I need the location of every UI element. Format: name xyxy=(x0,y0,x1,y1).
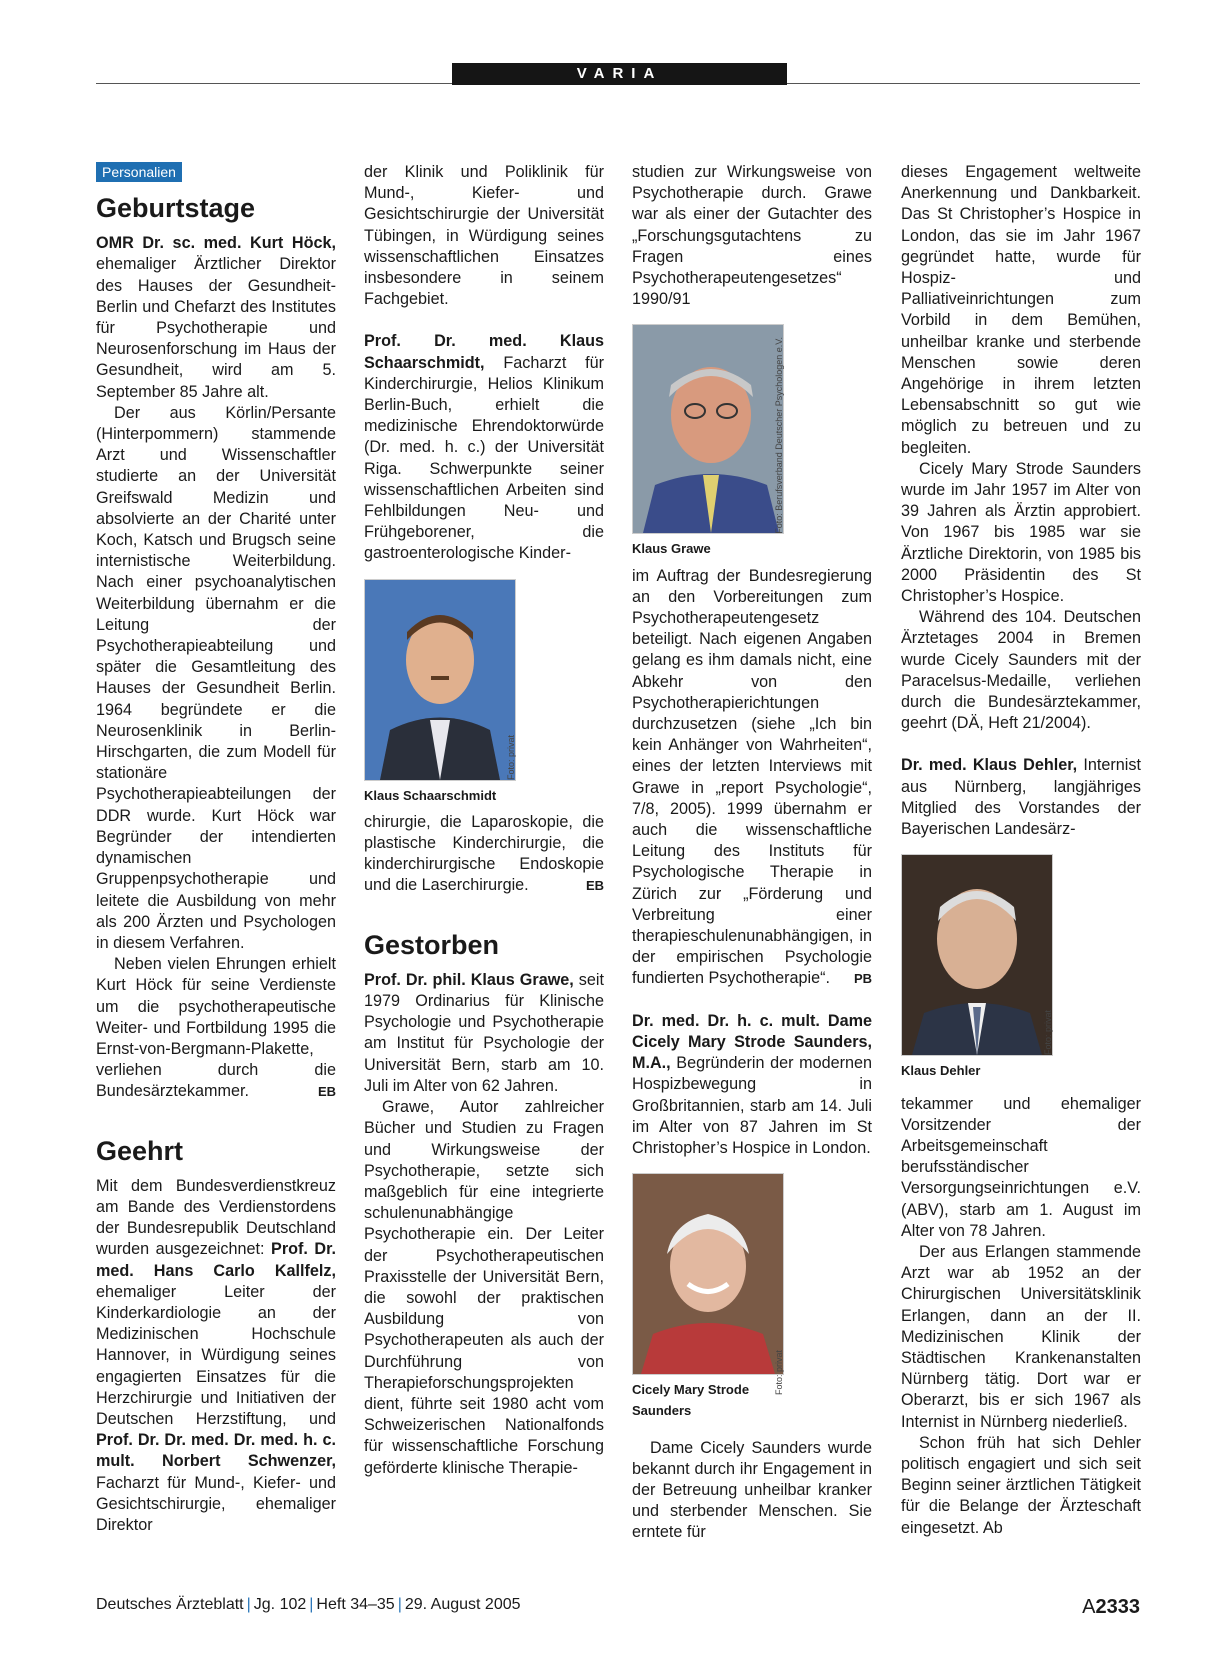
paragraph: tekammer und ehemaliger Vorsitzender der Arbeitsgemeinschaft berufsständischer Versorgungseinrichtungen e.V. (ABV), starb am 1. August im Alter von 78 Jahren. xyxy=(901,1094,1141,1240)
photo-credit: Foto: privat xyxy=(1042,1010,1053,1056)
text: Neben vielen Ehrungen erhielt Kurt Höck für seine Verdienste um die psychotherapeutische Weiter- und Fortbildung 1995 die Ernst-von-Bergmann-Plakette, verliehen durch die Bundesärztekammer. xyxy=(96,955,336,1101)
column-2 xyxy=(364,162,604,1479)
paragraph: Der aus Körlin/Persante (Hinterpommern) stammende Arzt und Wissenschaftler studierte an der Universität Greifswald Medizin und absolvierte an der Charité unter Koch, Katsch und Brugsch seine internistische Weiterbildung. Nach einer psychoanalytischen Weiterbildung übernahm er die Leitung der Psychotherapieabteilung und später die Gesamtleitung des Hauses der Gesundheit Berlin. 1964 begründete er die Neurosenklinik in Berlin-Hirschgarten, die zum Modell für stationäre Psychotherapieabteilungen der DDR wurde. Kurt Höck war Begründer der intendierten dynamischen Gruppenpsychotherapie und leitete die Ausbildung von mehr als 200 Ärzten und Psychologen in diesem Verfahren. xyxy=(96,403,336,952)
page-prefix: A xyxy=(1082,1596,1096,1618)
author-signature: PB xyxy=(853,971,872,987)
paragraph: studien zur Wirkungsweise von Psychotherapie durch. Grawe war als einer der Gutachter des „Forschungsgutachtens zu Fragen eines Psychotherapeutengesetzes“ 1990/91 xyxy=(632,163,872,309)
paragraph xyxy=(901,755,1141,840)
paragraph: Grawe, Autor zahlreicher Bücher und Studien zu Fragen und Wirkungsweise der Psychotherapie, setzte sich maßgeblich für eine integrierte schulenunabhängige Psychotherapie ein. Der Leiter der Psychotherapeutischen Praxisstelle der Universität Bern, die sowohl der praktischen Ausbildung von Psychotherapeuten als auch der Durchführung von Therapieforschungsprojekten dient, führte seit 1980 acht vom Schweizerischen Nationalfonds für wissenschaftliche Forschung geförderte klinische Therapie- xyxy=(364,1098,604,1477)
section-label: VARIA xyxy=(452,63,787,85)
photo-caption: Cicely Mary Strode Saunders xyxy=(632,1382,750,1419)
paragraph xyxy=(364,970,604,1097)
photo-caption: Klaus Grawe xyxy=(632,541,711,557)
issue-date: 29. August 2005 xyxy=(404,1596,521,1613)
heading-died: Gestorben xyxy=(364,929,500,960)
portrait-image xyxy=(632,1173,784,1375)
text: Internist aus Nürnberg, langjähriges Mitglied des Vorstandes der Bayerischen Landesärz- xyxy=(901,756,1141,839)
separator: | xyxy=(397,1596,402,1613)
text: chirurgie, die Laparoskopie, die plastische Kinderchirurgie, die kinderchirurgische Endoskopie und die Laserchirurgie. xyxy=(364,812,604,895)
paragraph: dieses Engagement weltweite Anerkennung und Dankbarkeit. Das St Christopher’s Hospice in London, das sie im Jahr 1967 gegründet hatte, wurde für Hospiz- und Palliativeinrichtungen zum Vorbild in dem Bemühen, unheilbar kranke und sterbende Menschen sowie deren Angehörige in ihrem letzten Lebensabschnitt so gut wie möglich zu betreuen und zu begleiten. xyxy=(901,163,1141,457)
portrait-image xyxy=(632,324,784,534)
paragraph: Cicely Mary Strode Saunders wurde im Jahr 1957 im Alter von 39 Jahren als Ärztin approbiert. Von 1967 bis 1985 war sie Ärztliche Direktorin, von 1985 bis 2000 Präsidentin des St Christopher’s Hospice. xyxy=(901,459,1141,606)
text: Begründerin der modernen Hospizbewegung in Großbritannien, starb am 14. Juli im Alter von 87 Jahren im St Christopher’s Hospice in London. xyxy=(632,1054,872,1157)
page-number xyxy=(1082,1596,1140,1619)
page-number-value: 2333 xyxy=(1095,1596,1140,1618)
text: im Auftrag der Bundesregierung an den Vorbereitungen zum Psychotherapeutengesetz beteiligt. Nach eigenen Angaben gelang es ihm damals nicht, eine Abkehr von den Psychotherapierichtungen durchzusetzen (siehe „Ich bin kein Anhänger von Wahrheiten“, eines der letzten Interviews mit Grawe in „report Psychologie“, 7/8, 2005). 1999 übernahm er auch die wissenschaftliche Leitung des Instituts für Psychologische Therapie in Zürich zur „Förderung und Verbreitung einer therapieschulenunabhängigen, in der empirischen Psychologie fundierten Psychotherapie“. xyxy=(632,566,872,988)
separator: | xyxy=(309,1596,314,1613)
category-tag: Personalien xyxy=(96,162,182,182)
paragraph: Der aus Erlangen stammende Arzt war ab 1952 an der Chirurgischen Universitätsklinik Erlangen, dann an der II. Medizinischen Klinik der Städtischen Krankenanstalten Nürnberg tätig. Dort war er Oberarzt, bis er sich 1967 als Internist in Nürnberg niederließ. xyxy=(901,1242,1141,1431)
separator: | xyxy=(246,1596,251,1613)
person-name: Prof. Dr. phil. Klaus Grawe, xyxy=(364,970,574,989)
portrait-photo xyxy=(901,854,1061,1081)
paragraph xyxy=(632,566,872,990)
paragraph xyxy=(364,331,604,564)
column-4 xyxy=(901,162,1141,1539)
paragraph xyxy=(96,1176,336,1536)
column-3 xyxy=(632,162,872,1544)
text: Facharzt für Kinderchirurgie, Helios Klinikum Berlin-Buch, erhielt die medizinische Ehrendoktorwürde (Dr. med. h. c.) der Universität Riga. Schwerpunkte seiner wissenschaftlichen Arbeiten sind Fehlbildungen Neu- und Frühgeborener, die gastroenterologische Kinder- xyxy=(364,353,604,563)
photo-caption: Klaus Dehler xyxy=(901,1063,981,1079)
photo-credit: Foto: privat xyxy=(773,1350,784,1396)
portrait-image xyxy=(901,854,1053,1056)
paragraph xyxy=(632,1011,872,1159)
person-name: Prof. Dr. med. Klaus Schaarschmidt, xyxy=(364,332,604,372)
text: Facharzt für Mund-, Kiefer- und Gesichtschirurgie, ehemaliger Direktor xyxy=(96,1473,336,1534)
portrait-photo xyxy=(632,1173,792,1421)
paragraph xyxy=(364,812,604,897)
text: ehemaliger Ärztlicher Direktor des Hauses der Gesundheit-Berlin und Chefarzt des Institutes für Psychotherapie und Neurosenforschung im Haus der Gesundheit, wird am 5. September 85 Jahre alt. xyxy=(96,255,336,401)
text: Mit dem Bundesverdienstkreuz am Bande des Verdienstordens der Bundesrepublik Deutschland wurden ausgezeichnet: xyxy=(96,1176,336,1259)
photo-credit: Foto: Berufsverband Deutscher Psychologen e.V. xyxy=(773,336,784,534)
person-name: OMR Dr. sc. med. Kurt Höck, xyxy=(96,234,336,253)
paragraph xyxy=(96,233,336,403)
person-name: Dr. med. Klaus Dehler, xyxy=(901,756,1078,775)
author-signature: EB xyxy=(317,1084,336,1100)
paragraph: der Klinik und Poliklinik für Mund-, Kiefer- und Gesichtschirurgie der Universität Tübingen, in Würdigung seines wissenschaftlichen Einsatzes insbesondere in seinem Fachgebiet. xyxy=(364,163,604,309)
photo-credit: Foto: privat xyxy=(505,734,516,780)
text: seit 1979 Ordinarius für Klinische Psychologie und Psychotherapie am Institut für Psychologie der Universität Bern, starb am 10. Juli im Alter von 62 Jahren. xyxy=(364,970,604,1095)
heading-honored: Geehrt xyxy=(96,1135,184,1166)
volume: Jg. 102 xyxy=(253,1596,307,1613)
portrait-photo xyxy=(632,324,792,559)
paragraph: Schon früh hat sich Dehler politisch engagiert und sich seit Beginn seiner ärztlichen Tätigkeit für die Belange der Ärzteschaft eingesetzt. Ab xyxy=(901,1433,1141,1537)
paragraph: Dame Cicely Saunders wurde bekannt durch ihr Engagement in der Betreuung unheilbar kranker und sterbender Menschen. Sie erntete für xyxy=(632,1438,872,1542)
portrait-image xyxy=(364,579,516,781)
column-1 xyxy=(96,162,336,1536)
portrait-photo xyxy=(364,579,524,806)
person-name: Dr. med. Dr. h. c. mult. Dame Cicely Mary Strode Saunders, M.A., xyxy=(632,1011,872,1073)
person-name: Prof. Dr. Dr. med. Dr. med. h. c. mult. Norbert Schwenzer, xyxy=(96,1431,336,1471)
footer-citation xyxy=(96,1596,521,1614)
author-signature: EB xyxy=(585,878,604,894)
heading-birthdays: Geburtstage xyxy=(96,193,256,223)
journal-name: Deutsches Ärzteblatt xyxy=(96,1596,244,1613)
issue: Heft 34–35 xyxy=(316,1596,395,1613)
paragraph: Während des 104. Deutschen Ärztetages 2004 in Bremen wurde Cicely Saunders mit der Paracelsus-Medaille, verliehen durch die Bundesärztekammer, geehrt (DÄ, Heft 21/2004). xyxy=(901,608,1141,733)
text: ehemaliger Leiter der Kinderkardiologie an der Medizinischen Hochschule Hannover, in Würdigung seines engagierten Einsatzes für die Herzchirurgie und Initiativen der Deutschen Herzstiftung, und xyxy=(96,1282,336,1428)
photo-caption: Klaus Schaarschmidt xyxy=(364,787,497,803)
person-name: Prof. Dr. med. Hans Carlo Kallfelz, xyxy=(96,1240,336,1280)
page-footer xyxy=(96,1596,1140,1619)
paragraph xyxy=(96,954,336,1102)
